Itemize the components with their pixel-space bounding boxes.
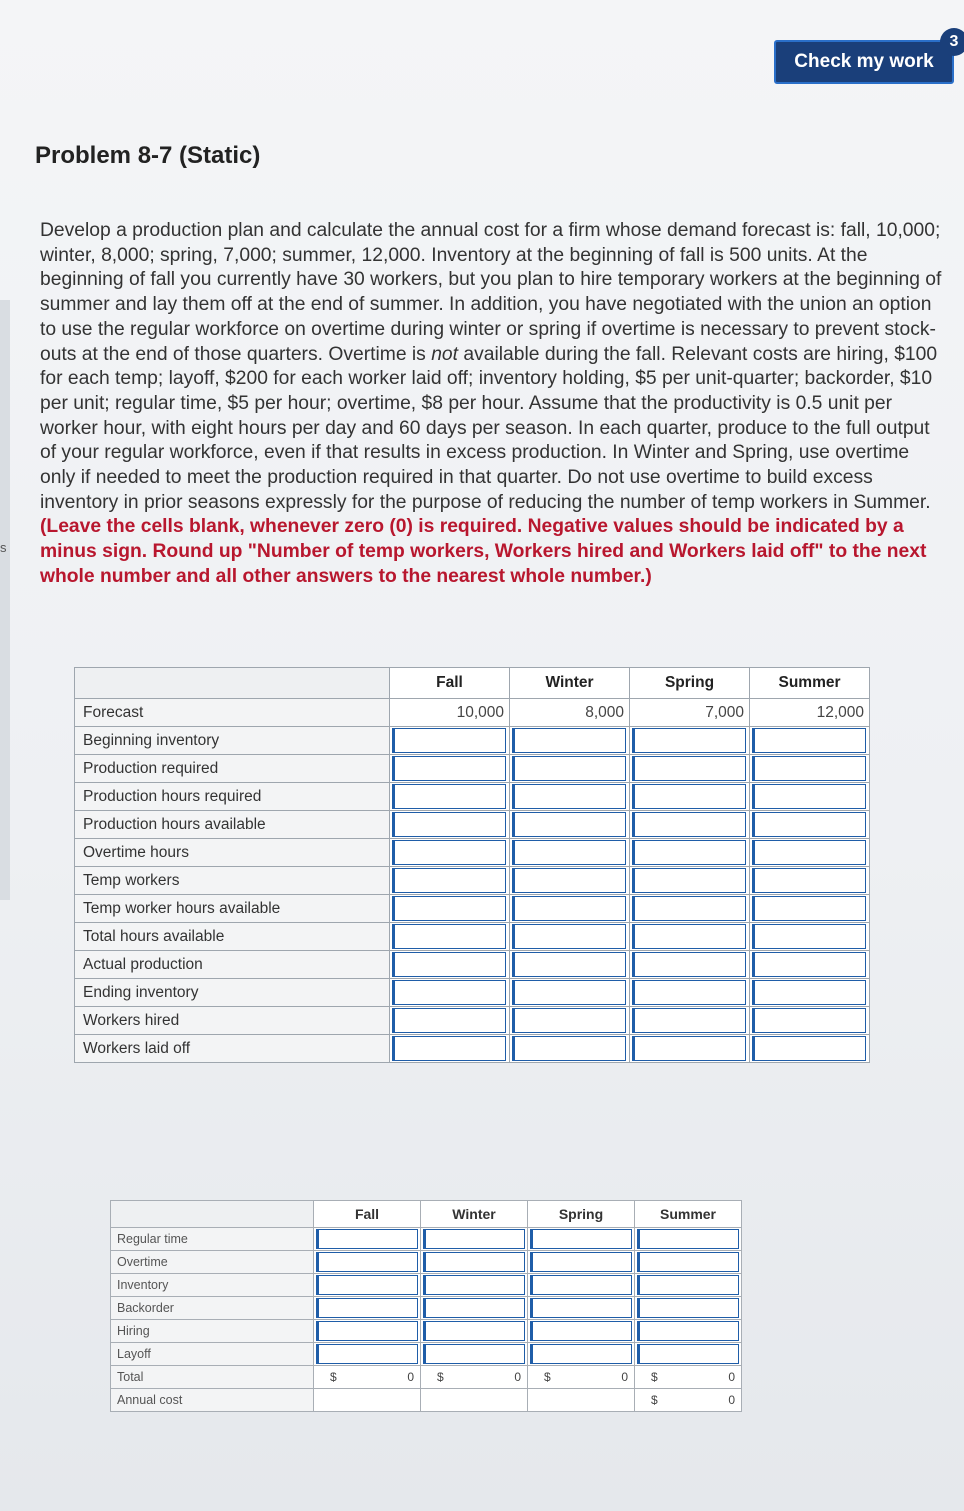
cost-header-blank: [111, 1201, 314, 1228]
annual-value: 0: [728, 1393, 735, 1407]
plan-cell-winter: [510, 727, 630, 755]
cost-col-fall: Fall: [314, 1201, 421, 1228]
plan-cell-summer: [750, 783, 870, 811]
plan-input-summer[interactable]: [752, 1008, 866, 1033]
forecast-label: Forecast: [75, 699, 390, 727]
cost-input-fall[interactable]: [316, 1298, 418, 1318]
plan-cell-fall: [390, 867, 510, 895]
plan-cell-summer: [750, 1007, 870, 1035]
plan-cell-spring: [630, 867, 750, 895]
total-summer: [635, 1366, 742, 1389]
forecast-row: [75, 699, 870, 727]
currency-sign: $: [651, 1370, 658, 1384]
cost-total-row: [111, 1366, 742, 1389]
plan-cell-winter: [510, 1007, 630, 1035]
cost-row-label: Overtime: [111, 1251, 314, 1274]
cost-table: [110, 1200, 742, 1412]
cost-cell-fall: [314, 1343, 421, 1366]
plan-row: [75, 1007, 870, 1035]
cost-cell-summer: [635, 1251, 742, 1274]
plan-cell-summer: [750, 839, 870, 867]
plan-input-summer[interactable]: [752, 728, 866, 753]
plan-cell-spring: [630, 951, 750, 979]
plan-cell-fall: [390, 811, 510, 839]
plan-input-fall[interactable]: [392, 868, 506, 893]
plan-row: [75, 783, 870, 811]
cost-input-summer[interactable]: [637, 1229, 739, 1249]
total-value: 0: [728, 1370, 735, 1384]
plan-input-spring[interactable]: [632, 728, 746, 753]
plan-row-label: Production hours available: [75, 811, 390, 839]
plan-cell-winter: [510, 923, 630, 951]
currency-sign: $: [651, 1393, 658, 1407]
plan-input-winter[interactable]: [512, 756, 626, 781]
plan-cell-fall: [390, 783, 510, 811]
cost-input-summer[interactable]: [637, 1321, 739, 1341]
plan-input-summer[interactable]: [752, 924, 866, 949]
cost-cell-summer: [635, 1320, 742, 1343]
cost-input-fall[interactable]: [316, 1275, 418, 1295]
plan-input-winter[interactable]: [512, 896, 626, 921]
plan-cell-spring: [630, 895, 750, 923]
cost-row-label: Inventory: [111, 1274, 314, 1297]
plan-cell-spring: [630, 755, 750, 783]
left-panel-edge: [0, 300, 10, 900]
forecast-spring: 7,000: [630, 699, 750, 727]
cost-input-spring[interactable]: [530, 1252, 632, 1272]
plan-cell-fall: [390, 839, 510, 867]
cost-cell-fall: [314, 1274, 421, 1297]
plan-cell-winter: [510, 951, 630, 979]
plan-row: [75, 923, 870, 951]
total-winter: [421, 1366, 528, 1389]
plan-input-fall[interactable]: [392, 952, 506, 977]
cost-input-winter[interactable]: [423, 1298, 525, 1318]
plan-row: [75, 811, 870, 839]
plan-input-fall[interactable]: [392, 1036, 506, 1061]
plan-cell-summer: [750, 1035, 870, 1063]
plan-col-winter: Winter: [510, 668, 630, 699]
cost-cell-summer: [635, 1228, 742, 1251]
plan-cell-summer: [750, 755, 870, 783]
cost-row-label: Hiring: [111, 1320, 314, 1343]
cost-cell-fall: [314, 1320, 421, 1343]
plan-row-label: Actual production: [75, 951, 390, 979]
currency-sign: $: [330, 1370, 337, 1384]
plan-cell-summer: [750, 951, 870, 979]
plan-cell-spring: [630, 923, 750, 951]
plan-row-label: Production required: [75, 755, 390, 783]
cost-cell-spring: [528, 1274, 635, 1297]
cost-header-row: [111, 1201, 742, 1228]
plan-input-winter[interactable]: [512, 1036, 626, 1061]
plan-cell-summer: [750, 811, 870, 839]
plan-input-summer[interactable]: [752, 1036, 866, 1061]
total-value: 0: [514, 1370, 521, 1384]
annual-cost-label: Annual cost: [111, 1389, 314, 1412]
annual-cost-row: [111, 1389, 742, 1412]
problem-text-part-1: Develop a production plan and calculate the annual cost for a firm whose demand forecast is: fall, 10,000; winter, 8,000; spring, 7,000; summer, 12,000. Inventory at the beginning of fall is 500 units. At the beginning of fall you currently have 30 workers, but you plan to hire temporary workers at the beginning of summer and lay them off at the end of summer. In addition, you have negotiated with the union an option to use the regular workforce on overtime during winter or spring if overtime is necessary to prevent stock-outs at the end of those quarters. Overtime is: [40, 220, 942, 365]
cost-input-summer[interactable]: [637, 1252, 739, 1272]
annual-blank-spring: [528, 1389, 635, 1412]
cost-cell-fall: [314, 1228, 421, 1251]
plan-input-spring[interactable]: [632, 1008, 746, 1033]
plan-cell-spring: [630, 839, 750, 867]
cost-row-label: Backorder: [111, 1297, 314, 1320]
plan-row: [75, 1035, 870, 1063]
plan-input-summer[interactable]: [752, 840, 866, 865]
plan-input-summer[interactable]: [752, 756, 866, 781]
cost-col-summer: Summer: [635, 1201, 742, 1228]
plan-input-fall[interactable]: [392, 840, 506, 865]
plan-input-fall[interactable]: [392, 924, 506, 949]
production-plan-table: [74, 667, 870, 1063]
problem-title: Problem 8-7 (Static): [35, 142, 261, 169]
plan-row: [75, 979, 870, 1007]
check-my-work-button[interactable]: Check my work: [774, 40, 954, 84]
cost-total-label: Total: [111, 1366, 314, 1389]
plan-cell-winter: [510, 979, 630, 1007]
plan-cell-winter: [510, 783, 630, 811]
plan-input-spring[interactable]: [632, 1036, 746, 1061]
forecast-winter: 8,000: [510, 699, 630, 727]
cost-input-summer[interactable]: [637, 1298, 739, 1318]
cost-cell-winter: [421, 1274, 528, 1297]
cost-input-fall[interactable]: [316, 1344, 418, 1364]
plan-input-spring[interactable]: [632, 952, 746, 977]
cost-input-spring[interactable]: [530, 1229, 632, 1249]
problem-instructions: (Leave the cells blank, whenever zero (0) is required. Negative values should be indicated by a minus sign. Round up "Number of temp workers, Workers hired and Workers laid off" to the next whole number and all other answers to the nearest whole number.): [40, 516, 927, 587]
plan-cell-fall: [390, 727, 510, 755]
cost-input-fall[interactable]: [316, 1321, 418, 1341]
plan-cell-summer: [750, 895, 870, 923]
plan-row: [75, 839, 870, 867]
cost-input-winter[interactable]: [423, 1275, 525, 1295]
plan-input-winter[interactable]: [512, 868, 626, 893]
plan-input-spring[interactable]: [632, 896, 746, 921]
plan-input-winter[interactable]: [512, 1008, 626, 1033]
plan-row: [75, 867, 870, 895]
plan-input-winter[interactable]: [512, 840, 626, 865]
plan-cell-summer: [750, 979, 870, 1007]
annual-blank-fall: [314, 1389, 421, 1412]
cost-input-spring[interactable]: [530, 1344, 632, 1364]
cost-row: [111, 1320, 742, 1343]
plan-row-label: Workers hired: [75, 1007, 390, 1035]
plan-row-label: Total hours available: [75, 923, 390, 951]
plan-input-spring[interactable]: [632, 840, 746, 865]
cost-cell-fall: [314, 1251, 421, 1274]
plan-row-label: Temp workers: [75, 867, 390, 895]
forecast-fall: 10,000: [390, 699, 510, 727]
total-value: 0: [407, 1370, 414, 1384]
cost-col-winter: Winter: [421, 1201, 528, 1228]
plan-cell-winter: [510, 895, 630, 923]
cost-row: [111, 1228, 742, 1251]
cost-cell-summer: [635, 1297, 742, 1320]
plan-input-spring[interactable]: [632, 868, 746, 893]
plan-cell-summer: [750, 867, 870, 895]
plan-cell-fall: [390, 895, 510, 923]
plan-row: [75, 895, 870, 923]
cost-cell-spring: [528, 1343, 635, 1366]
plan-input-summer[interactable]: [752, 896, 866, 921]
plan-row: [75, 755, 870, 783]
cost-input-winter[interactable]: [423, 1321, 525, 1341]
cost-input-fall[interactable]: [316, 1252, 418, 1272]
cost-input-summer[interactable]: [637, 1275, 739, 1295]
total-spring: [528, 1366, 635, 1389]
plan-input-fall[interactable]: [392, 896, 506, 921]
plan-cell-spring: [630, 783, 750, 811]
plan-col-spring: Spring: [630, 668, 750, 699]
plan-cell-spring: [630, 727, 750, 755]
currency-sign: $: [437, 1370, 444, 1384]
cost-input-spring[interactable]: [530, 1321, 632, 1341]
plan-row: [75, 727, 870, 755]
plan-cell-winter: [510, 867, 630, 895]
cost-row: [111, 1297, 742, 1320]
plan-input-winter[interactable]: [512, 784, 626, 809]
plan-cell-spring: [630, 1007, 750, 1035]
cost-cell-winter: [421, 1297, 528, 1320]
plan-input-summer[interactable]: [752, 784, 866, 809]
plan-col-fall: Fall: [390, 668, 510, 699]
plan-input-spring[interactable]: [632, 924, 746, 949]
cost-input-winter[interactable]: [423, 1344, 525, 1364]
plan-cell-fall: [390, 951, 510, 979]
plan-cell-winter: [510, 755, 630, 783]
cost-row-label: Layoff: [111, 1343, 314, 1366]
plan-input-winter[interactable]: [512, 812, 626, 837]
forecast-summer: 12,000: [750, 699, 870, 727]
cost-cell-spring: [528, 1251, 635, 1274]
plan-cell-spring: [630, 979, 750, 1007]
plan-row-label: Ending inventory: [75, 979, 390, 1007]
problem-statement: [40, 219, 942, 590]
cost-input-winter[interactable]: [423, 1252, 525, 1272]
plan-row-label: Beginning inventory: [75, 727, 390, 755]
cost-input-summer[interactable]: [637, 1344, 739, 1364]
plan-input-spring[interactable]: [632, 756, 746, 781]
plan-header-row: [75, 668, 870, 699]
plan-row-label: Overtime hours: [75, 839, 390, 867]
cost-cell-spring: [528, 1228, 635, 1251]
cost-cell-winter: [421, 1320, 528, 1343]
plan-input-fall[interactable]: [392, 980, 506, 1005]
cost-row: [111, 1251, 742, 1274]
plan-cell-winter: [510, 1035, 630, 1063]
cost-cell-winter: [421, 1343, 528, 1366]
problem-text-emphasis: not: [431, 343, 458, 365]
plan-input-fall[interactable]: [392, 756, 506, 781]
currency-sign: $: [544, 1370, 551, 1384]
edge-letter: s: [0, 540, 7, 555]
plan-cell-spring: [630, 811, 750, 839]
cost-input-spring[interactable]: [530, 1298, 632, 1318]
plan-row-label: Production hours required: [75, 783, 390, 811]
cost-input-spring[interactable]: [530, 1275, 632, 1295]
plan-input-fall[interactable]: [392, 784, 506, 809]
plan-row-label: Temp worker hours available: [75, 895, 390, 923]
cost-cell-summer: [635, 1274, 742, 1297]
cost-cell-winter: [421, 1228, 528, 1251]
plan-header-blank: [75, 668, 390, 699]
plan-row: [75, 951, 870, 979]
cost-cell-spring: [528, 1297, 635, 1320]
cost-row: [111, 1274, 742, 1297]
plan-cell-fall: [390, 755, 510, 783]
cost-cell-summer: [635, 1343, 742, 1366]
plan-cell-fall: [390, 1035, 510, 1063]
plan-input-spring[interactable]: [632, 812, 746, 837]
cost-col-spring: Spring: [528, 1201, 635, 1228]
annual-blank-winter: [421, 1389, 528, 1412]
cost-cell-winter: [421, 1251, 528, 1274]
cost-input-winter[interactable]: [423, 1229, 525, 1249]
plan-cell-fall: [390, 923, 510, 951]
plan-cell-spring: [630, 1035, 750, 1063]
total-value: 0: [621, 1370, 628, 1384]
plan-input-fall[interactable]: [392, 728, 506, 753]
plan-input-summer[interactable]: [752, 980, 866, 1005]
total-fall: [314, 1366, 421, 1389]
cost-row-label: Regular time: [111, 1228, 314, 1251]
plan-input-fall[interactable]: [392, 1008, 506, 1033]
plan-input-summer[interactable]: [752, 812, 866, 837]
plan-input-summer[interactable]: [752, 952, 866, 977]
plan-input-summer[interactable]: [752, 868, 866, 893]
problem-text-part-2: available during the fall. Relevant costs are hiring, $100 for each temp; layoff, $200 for each worker laid off; inventory holding, $5 per unit-quarter; backorder, $10 per unit; regular time, $5 per hour; overtime, $8 per hour. Assume that the productivity is 0.5 unit per worker hour, with eight hours per day and 60 days per season. In each quarter, produce to the full output of your regular workforce, even if that results in excess production. In Winter and Spring, use overtime only if needed to meet the production required in that quarter. Do not use overtime to build excess inventory in prior seasons expressly for the purpose of reducing the number of temp workers in Summer.: [40, 343, 938, 513]
annual-cost-value: [635, 1389, 742, 1412]
plan-input-spring[interactable]: [632, 980, 746, 1005]
cost-cell-spring: [528, 1320, 635, 1343]
plan-row-label: Workers laid off: [75, 1035, 390, 1063]
plan-input-winter[interactable]: [512, 980, 626, 1005]
attempts-badge: 3: [940, 28, 964, 56]
plan-cell-fall: [390, 1007, 510, 1035]
cost-cell-fall: [314, 1297, 421, 1320]
plan-input-spring[interactable]: [632, 784, 746, 809]
plan-cell-winter: [510, 811, 630, 839]
plan-cell-summer: [750, 727, 870, 755]
plan-cell-fall: [390, 979, 510, 1007]
plan-input-winter[interactable]: [512, 924, 626, 949]
cost-row: [111, 1343, 742, 1366]
plan-input-fall[interactable]: [392, 812, 506, 837]
plan-cell-summer: [750, 923, 870, 951]
cost-input-fall[interactable]: [316, 1229, 418, 1249]
plan-cell-winter: [510, 839, 630, 867]
plan-col-summer: Summer: [750, 668, 870, 699]
plan-input-winter[interactable]: [512, 952, 626, 977]
plan-input-winter[interactable]: [512, 728, 626, 753]
